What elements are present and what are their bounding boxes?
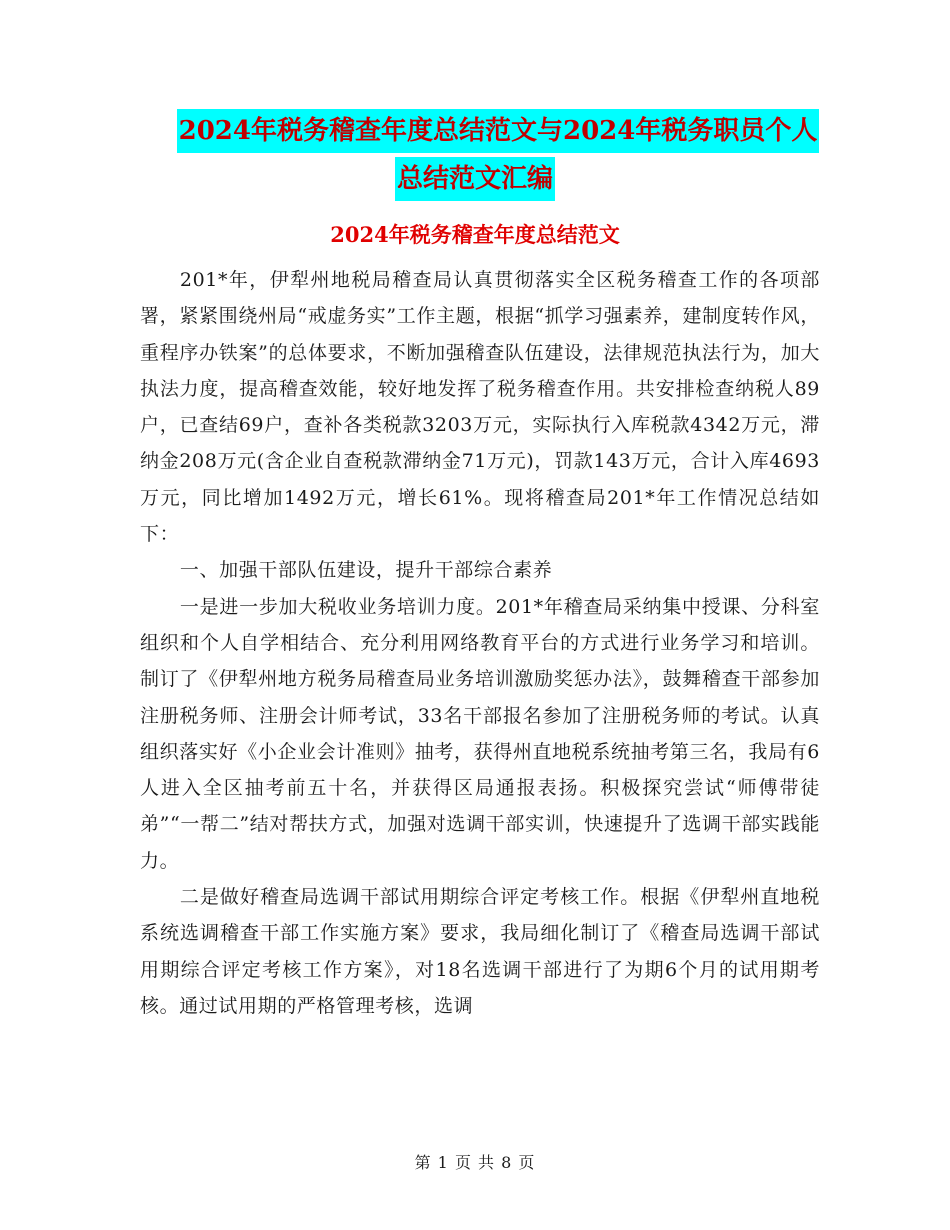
section-heading: 2024年税务稽查年度总结范文 xyxy=(330,222,620,247)
paragraph: 一是进一步加大税收业务培训力度。201*年稽查局采纳集中授课、分科室组织和个人自学相结合、充分利用网络教育平台的方式进行业务学习和培训。制订了《伊犁州地方税务局稽查局业务培训激励奖惩办法》，鼓舞稽查干部参加注册税务师、注册会计师考试，33名干部报名参加了注册税务师的考试。认真组织落实好《小企业会计准则》抽考，获得州直地税系统抽考第三名，我局有6人进入全区抽考前五十名，并获得区局通报表扬。积极探究尝试“师傅带徒弟”“一帮二”结对帮扶方式，加强对选调干部实训，快速提升了选调干部实践能力。 xyxy=(140,595,820,872)
paragraph: 二是做好稽查局选调干部试用期综合评定考核工作。根据《伊犁州直地税系统选调稽查干部工作实施方案》要求，我局细化制订了《稽查局选调干部试用期综合评定考核工作方案》，对18名选调干部进行了为期6个月的试用期考核。通过试用期的严格管理考核，选调 xyxy=(140,886,820,1017)
paragraph-heading: 一、加强干部队伍建设，提升干部综合素养 xyxy=(179,559,553,582)
paragraph: 201*年，伊犁州地税局稽查局认真贯彻落实全区税务稽查工作的各项部署，紧紧围绕州局“戒虚务实”工作主题，根据“抓学习强素养，建制度转作风，重程序办铁案”的总体要求，不断加强稽查队伍建设，法律规范执法行为，加大执法力度，提高稽查效能，较好地发挥了税务稽查作用。共安排检查纳税人89户，已查结69户，查补各类税款3203万元，实际执行入库税款4342万元，滞纳金208万元(含企业自查税款滞纳金71万元)，罚款143万元，合计入库4693万元，同比增加1492万元，增长61%。现将稽查局201*年工作情况总结如下： xyxy=(140,269,820,546)
body-text xyxy=(140,262,820,1024)
document-title xyxy=(0,108,950,202)
page-footer: 第 1 页 共 8 页 xyxy=(414,1153,536,1172)
title-line-2: 总结范文汇编 xyxy=(395,157,555,201)
title-line-1: 2024年税务稽查年度总结范文与2024年税务职员个人 xyxy=(177,109,820,153)
